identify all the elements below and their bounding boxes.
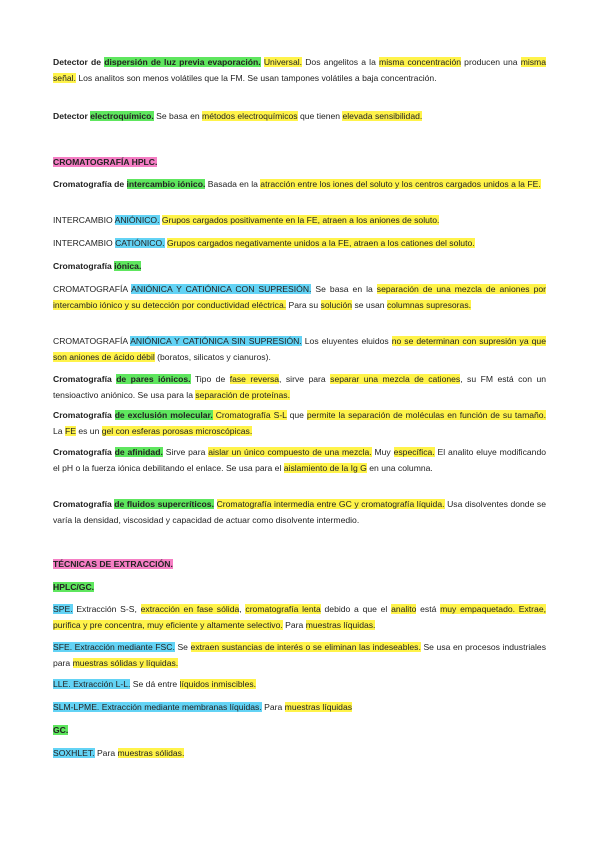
text: CROMATOGRAFÍA xyxy=(53,284,132,294)
paragraph-with-suppression xyxy=(53,281,546,314)
text: Usa disolventes donde se varía la densidad, viscosidad y capacidad de actuar como disolvente intermedio. xyxy=(53,499,547,526)
text: es un xyxy=(75,426,102,437)
heading-tecnicas-extraccion xyxy=(53,556,546,572)
text: Los eluyentes eluidos xyxy=(301,336,392,346)
text: Se xyxy=(174,642,191,652)
text: Basada en la xyxy=(205,179,261,189)
text: Se basa en xyxy=(153,111,203,121)
text: INTERCAMBIO xyxy=(53,215,115,225)
highlight-supercriticos: de fluidos supercríticos. xyxy=(114,499,214,509)
highlight-intercambio-ionico: intercambio iónico. xyxy=(126,179,206,189)
highlight-misma-concentracion: misma concentración xyxy=(379,57,462,67)
text: Para su xyxy=(286,300,321,311)
highlight-sensibilidad: elevada sensibilidad. xyxy=(342,111,423,121)
highlight-metodos: métodos electroquímicos xyxy=(202,111,298,121)
text: , xyxy=(239,604,246,614)
highlight-dispersion-luz: dispersión de luz previa evaporación. xyxy=(104,57,261,67)
highlight-spe: SPE. xyxy=(53,604,73,614)
highlight-muestras-solidas: muestras sólidas. xyxy=(117,748,185,758)
paragraph-ionic-chromatography xyxy=(53,258,546,274)
heading-hplc-gc xyxy=(53,579,546,595)
text: producen una xyxy=(461,57,521,67)
highlight-misma-senal: misma señal. xyxy=(53,57,546,84)
highlight-solidas-liquidas: muestras sólidas y líquidas. xyxy=(72,658,179,669)
highlight-separacion-tamano: permite la separación de moléculas en función de su tamaño. xyxy=(306,410,546,420)
highlight-solucion: solución xyxy=(320,300,353,311)
paragraph-lle xyxy=(53,676,546,692)
paragraph-anion-exchange xyxy=(53,212,546,228)
text: Para xyxy=(94,748,118,758)
highlight-ionica: iónica. xyxy=(114,261,142,271)
paragraph-size-exclusion xyxy=(53,407,546,440)
highlight-universal: Universal. xyxy=(263,57,303,67)
highlight-especifica: específica. xyxy=(393,447,435,457)
highlight-muestras-liquidas: muestras líquidas xyxy=(284,702,353,712)
heading-text: TÉCNICAS DE EXTRACCIÓN. xyxy=(53,559,173,569)
text: Los analitos son menos volátiles que la FM. Se usan tampones volátiles a baja concentración. xyxy=(75,73,437,84)
paragraph-cation-exchange xyxy=(53,235,546,251)
text: que tienen xyxy=(297,111,343,121)
text: que xyxy=(286,410,307,420)
text: (boratos, silicatos y cianuros). xyxy=(154,352,271,363)
text: , su FM está con un tensioactivo aniónico. Se usa para la xyxy=(53,374,546,401)
text: Extracción S-S, xyxy=(72,604,141,614)
highlight-fe: FE xyxy=(64,426,76,437)
text: El analito eluye modificando el pH o la fuerza iónica debilitando el enlace. Se usa para el xyxy=(53,447,547,474)
term-detector: Detector de xyxy=(53,57,105,67)
text: Sirve para xyxy=(162,447,209,457)
heading-cromatografia-hplc xyxy=(53,154,546,170)
highlight-lenta: cromatografía lenta xyxy=(245,604,321,614)
text: debido a que el xyxy=(320,604,392,614)
text: , sirve para xyxy=(279,374,331,384)
paragraph-sfe xyxy=(53,639,546,672)
highlight-no-se-determinan: no se determinan con supresión ya que son aniones de ácido débil xyxy=(53,336,546,363)
highlight-aislar: aislar un único compuesto de una mezcla. xyxy=(208,447,372,457)
paragraph-soxhlet xyxy=(53,745,546,761)
highlight-anionico: ANIÓNICO. xyxy=(114,215,160,225)
paragraph-electrochemical-detector xyxy=(53,108,546,124)
heading-text: HPLC/GC. xyxy=(53,582,95,592)
term: Cromatografía xyxy=(53,447,115,457)
highlight-electroquimico: electroquímico. xyxy=(90,111,154,121)
text: Se basa en la xyxy=(311,284,377,294)
text: Dos angelitos a la xyxy=(302,57,380,67)
highlight-cationico: CATIÓNICO. xyxy=(115,238,165,248)
highlight-soxhlet: SOXHLET. xyxy=(53,748,95,758)
highlight-fase-solida: extracción en fase sólida xyxy=(140,604,240,614)
highlight-sfe: SFE. Extracción mediante FSC. xyxy=(53,642,175,652)
term: Cromatografía xyxy=(53,261,115,271)
highlight-grupos-negativos: Grupos cargados negativamente unidos a la FE, atraen a los cationes del soluto. xyxy=(166,238,475,248)
heading-gc xyxy=(53,722,546,738)
text: INTERCAMBIO xyxy=(53,238,116,248)
paragraph-spe xyxy=(53,601,546,634)
text: Para xyxy=(282,620,306,631)
heading-text: GC. xyxy=(53,725,69,735)
highlight-grupos-positivos: Grupos cargados positivamente en la FE, atraen a los aniones de soluto. xyxy=(161,215,440,225)
highlight-igg: aislamiento de la Ig G xyxy=(283,463,367,474)
text: Se dá entre xyxy=(130,679,180,689)
highlight-lle: LLE. Extracción L-L. xyxy=(53,679,131,689)
text: La xyxy=(53,426,65,437)
paragraph-supercritical xyxy=(53,496,546,529)
paragraph-affinity xyxy=(53,444,546,477)
highlight-exclusion-molecular: de exclusión molecular. xyxy=(114,410,213,420)
highlight-atraccion: atracción entre los iones del soluto y los centros cargados unidos a la FE. xyxy=(260,179,541,189)
highlight-separar-cationes: separar una mezcla de cationes xyxy=(330,374,461,384)
text: Se usa en procesos industriales para xyxy=(53,642,547,669)
term: Cromatografía xyxy=(53,499,115,509)
paragraph-slm-lpme xyxy=(53,699,546,715)
highlight-analito: analito xyxy=(391,604,417,614)
highlight-proteinas: separación de proteínas. xyxy=(195,390,290,401)
paragraph-ion-exchange xyxy=(53,176,546,192)
highlight-slm-lpme: SLM-LPME. Extracción mediante membranas líquidas. xyxy=(53,702,262,712)
term: Cromatografía xyxy=(53,410,115,420)
text: en una columna. xyxy=(366,463,433,474)
highlight-muestras-liquidas: muestras líquidas. xyxy=(305,620,376,631)
highlight-columnas: columnas supresoras. xyxy=(386,300,472,311)
highlight-gel: gel con esferas porosas microscópicas. xyxy=(101,426,253,437)
term-detector: Detector xyxy=(53,111,91,121)
text: se usan xyxy=(352,300,387,311)
highlight-afinidad: de afinidad. xyxy=(114,447,163,457)
highlight-empaquetado: muy empaquetado. Extrae, purifica y pre concentra, muy eficiente y altamente selectivo. xyxy=(53,604,546,631)
paragraph-ion-pair xyxy=(53,371,546,404)
highlight-s-l: Cromatografía S-L xyxy=(212,410,287,420)
highlight-separacion: separación de una mezcla de aniones por intercambio iónico y su detección por conductividad eléctrica. xyxy=(53,284,546,311)
text: Para xyxy=(261,702,285,712)
highlight-fase-reversa: fase reversa xyxy=(229,374,280,384)
text: Muy xyxy=(371,447,394,457)
heading-text: CROMATOGRAFÍA HPLC. xyxy=(53,157,158,167)
term: Cromatografía de xyxy=(53,179,127,189)
text: CROMATOGRAFÍA xyxy=(53,336,131,346)
text: está xyxy=(416,604,441,614)
highlight-extraen: extraen sustancias de interés o se eliminan las indeseables. xyxy=(190,642,421,652)
term: Cromatografía xyxy=(53,374,117,384)
paragraph-without-suppression xyxy=(53,333,546,366)
highlight-sin-supresion: ANIÓNICA Y CATIÓNICA SIN SUPRESIÓN. xyxy=(130,336,302,346)
highlight-intermedia: Cromatografía intermedia entre GC y cromatografía líquida. xyxy=(216,499,445,509)
highlight-con-supresion: ANIÓNICA Y CATIÓNICA CON SUPRESIÓN. xyxy=(131,284,312,294)
highlight-inmiscibles: líquidos inmiscibles. xyxy=(179,679,257,689)
highlight-pares-ionicos: de pares iónicos. xyxy=(116,374,191,384)
text: Tipo de xyxy=(190,374,230,384)
paragraph-light-scattering-detector xyxy=(53,54,546,87)
